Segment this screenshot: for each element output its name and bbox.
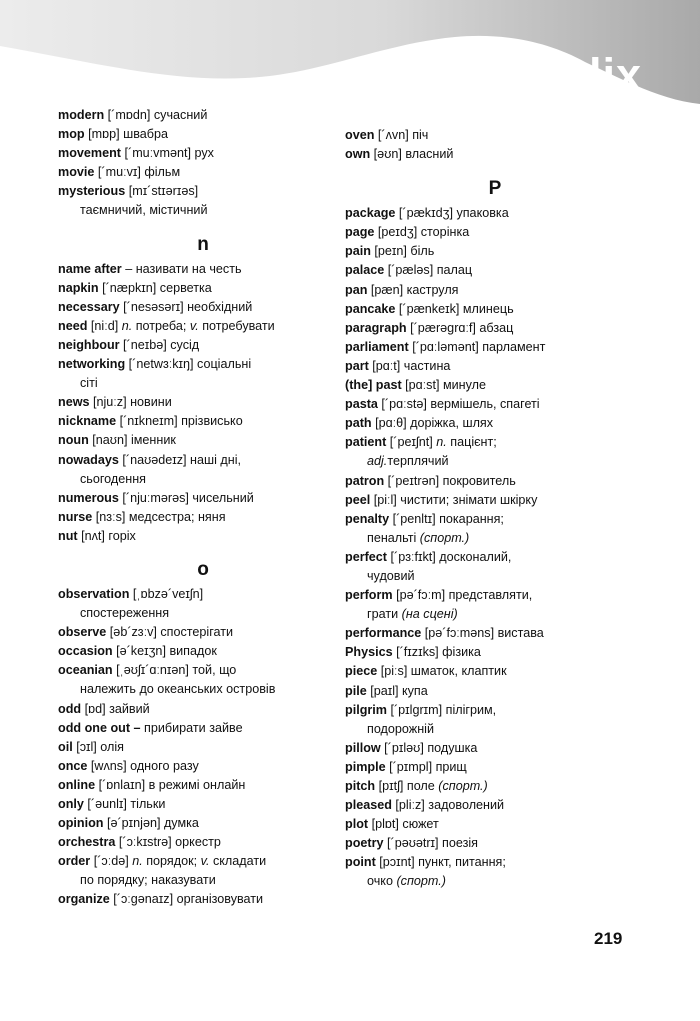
glossary-entry xyxy=(58,757,348,776)
definition-text: сьогодення xyxy=(80,471,146,486)
grammar-note: n. xyxy=(132,854,143,869)
headword: pan xyxy=(345,282,368,297)
headword: modern xyxy=(58,108,105,122)
definition-text: [´pɪləʊ] подушка xyxy=(380,740,478,755)
headword: orchestra xyxy=(58,835,116,850)
glossary-entry xyxy=(345,126,645,145)
section-letter: o xyxy=(197,558,209,580)
headword: palace xyxy=(345,263,385,278)
definition-text: [əb´zɜːv] спостерігати xyxy=(106,625,234,640)
definition-text: грати xyxy=(367,607,402,622)
grammar-note: v. xyxy=(189,318,199,333)
glossary-entry xyxy=(58,776,348,795)
glossary-entry xyxy=(58,661,348,680)
glossary-entry xyxy=(345,701,645,720)
definition-text: [mɒp] швабра xyxy=(84,127,168,142)
glossary-entry xyxy=(58,279,348,298)
definition-text: [´fɪzɪks] фізика xyxy=(392,645,481,660)
glossary-entry xyxy=(58,144,348,163)
definition-text: [pliːz] задоволений xyxy=(391,798,505,813)
definition-text: [nʌt] горіх xyxy=(77,528,136,543)
definition-text: [´pəʊətrɪ] поезія xyxy=(383,836,478,851)
grammar-note: n. xyxy=(436,435,447,450)
headword: need xyxy=(58,318,88,333)
headword: Physics xyxy=(345,645,393,660)
headword: own xyxy=(345,147,371,162)
grammar-note: (спорт.) xyxy=(419,530,470,545)
glossary-entry xyxy=(345,319,645,338)
glossary-entry xyxy=(58,489,348,508)
headword: pile xyxy=(345,683,367,698)
headword: performance xyxy=(345,626,422,641)
section-letter: P xyxy=(488,178,502,200)
grammar-note: (спорт.) xyxy=(438,779,488,793)
headword: path xyxy=(345,416,372,431)
glossary-entry xyxy=(58,795,348,814)
headword: observation xyxy=(58,586,130,601)
definition-text: [´naʊədeɪz] наші дні, xyxy=(118,452,241,467)
page-title: Appendix xyxy=(428,49,642,100)
glossary-entry xyxy=(58,508,348,527)
definition-text: [ə´pɪnjən] думка xyxy=(103,816,199,831)
headword: observe xyxy=(58,625,107,640)
headword: online xyxy=(58,777,96,792)
glossary-entry xyxy=(345,643,645,662)
definition-text: [pɑːt] частина xyxy=(368,358,451,373)
page-number: 219 xyxy=(594,929,623,948)
headword: neighbour xyxy=(58,337,120,352)
definition-text: [nɜːs] медсестра; няня xyxy=(92,509,226,524)
glossary-entry xyxy=(58,451,348,470)
definition-text: [njuːz] новини xyxy=(89,395,172,410)
definition-text: [´ʌvn] піч xyxy=(374,128,429,142)
glossary-entry xyxy=(345,777,645,796)
definition-text: спостереження xyxy=(80,606,170,621)
glossary-entry xyxy=(345,853,645,872)
glossary-entry-continuation xyxy=(345,529,645,548)
glossary-entry xyxy=(345,815,645,834)
headword: part xyxy=(345,358,369,373)
glossary-entry xyxy=(345,338,645,357)
glossary-entry xyxy=(58,585,348,604)
glossary-entry xyxy=(345,376,645,395)
glossary-entry xyxy=(345,510,645,529)
headword: napkin xyxy=(58,280,99,295)
headword: nickname xyxy=(58,414,117,429)
glossary-entry xyxy=(345,682,645,701)
definition-text: [´pɜːfɪkt] досконалий, xyxy=(387,549,512,564)
headword: odd xyxy=(58,701,82,716)
glossary-entry xyxy=(345,834,645,853)
definition-text: [´pɪlgrɪm] пілігрим, xyxy=(386,702,497,717)
definition-text: – називати на честь xyxy=(121,261,242,276)
glossary-entry xyxy=(345,472,645,491)
headword: page xyxy=(345,225,375,240)
definition-text: [´pærəgrɑːf] абзац xyxy=(406,320,514,335)
glossary-entry xyxy=(58,642,348,661)
definition-text: [pɔɪnt] пункт, питання; xyxy=(375,855,506,870)
definition-text: [´nɪkneɪm] прізвисько xyxy=(116,414,243,429)
headword: pleased xyxy=(345,798,392,813)
headword: movie xyxy=(58,165,95,180)
definition-text: належить до океанських островів xyxy=(80,682,276,697)
headword: oceanian xyxy=(58,663,113,678)
definition-text: [´muːvmənt] рух xyxy=(121,146,214,161)
definition-text: [ɒd] зайвий xyxy=(81,701,150,716)
glossary-entry xyxy=(58,700,348,719)
definition-text: подорожній xyxy=(367,721,434,736)
grammar-note: n. xyxy=(121,318,133,333)
headword: necessary xyxy=(58,299,120,314)
headword: networking xyxy=(58,357,126,372)
headword: pain xyxy=(345,244,371,259)
definition-text: прибирати зайве xyxy=(140,720,243,735)
headword: pilgrim xyxy=(345,702,387,717)
definition-text: [´neɪbə] сусід xyxy=(119,337,200,352)
definition-text: [´əunlɪ] тільки xyxy=(83,797,166,811)
definition-text: [´muːvɪ] фільм xyxy=(94,165,181,180)
definition-text: [pə´fɔːm] представляти, xyxy=(392,588,533,603)
headword: perfect xyxy=(345,549,387,564)
glossary-entry xyxy=(58,719,348,738)
definition-text: [mɪ´stɪərɪəs] xyxy=(125,184,199,199)
definition-text: чудовий xyxy=(367,568,415,583)
definition-text: [´peɪʃnt] xyxy=(386,435,437,450)
glossary-entry xyxy=(345,414,645,433)
glossary-list xyxy=(58,106,348,910)
glossary-entry xyxy=(58,738,348,757)
headword: patient xyxy=(345,435,387,450)
definition-text: [pæn] каструля xyxy=(367,282,459,297)
glossary-entry xyxy=(58,336,348,355)
headword: penalty xyxy=(345,511,390,526)
glossary-entry xyxy=(345,300,645,319)
headword: oil xyxy=(58,739,73,754)
glossary-entry xyxy=(58,317,348,336)
definition-text: [ˌəʊʃɪ´ɑːnɪən] той, що xyxy=(112,663,237,678)
definition-text: [´pɪmpl] прищ xyxy=(385,759,467,774)
headword: news xyxy=(58,395,90,410)
glossary-entry-continuation xyxy=(58,201,348,220)
headword: pasta xyxy=(345,397,378,412)
headword: poetry xyxy=(345,836,384,851)
glossary-entry xyxy=(345,624,645,643)
glossary-entry xyxy=(345,758,645,777)
headword: perform xyxy=(345,588,393,603)
grammar-note: (спорт.) xyxy=(396,874,446,889)
glossary-entry xyxy=(58,125,348,144)
glossary-entry xyxy=(58,833,348,852)
definition-text: [əʊn] власний xyxy=(370,147,454,162)
definition-text: [´pækɪdʒ] упаковка xyxy=(395,206,509,221)
headword: package xyxy=(345,206,396,221)
glossary-entry-continuation xyxy=(345,567,645,586)
grammar-note: (на сцені) xyxy=(401,607,458,622)
headword: nut xyxy=(58,528,78,543)
glossary-entry xyxy=(58,527,348,546)
glossary-entry xyxy=(345,395,645,414)
definition-text: [´ɒnlaɪn] в режимі онлайн xyxy=(95,777,246,792)
headword: oven xyxy=(345,128,375,142)
headword: order xyxy=(58,854,91,869)
headword: movement xyxy=(58,146,121,161)
definition-text: [´næpkɪn] серветка xyxy=(98,280,212,295)
right-column xyxy=(345,126,645,892)
definition-text: сіті xyxy=(80,376,98,391)
definition-text: [wʌns] одного разу xyxy=(87,758,199,773)
glossary-entry xyxy=(58,260,348,279)
headword: mop xyxy=(58,127,85,142)
definition-text: пенальті xyxy=(367,530,420,545)
headword: mysterious xyxy=(58,184,126,199)
glossary-entry-continuation xyxy=(58,680,348,699)
glossary-entry-continuation xyxy=(345,872,645,891)
grammar-note: adj. xyxy=(367,454,388,469)
headword: nowadays xyxy=(58,452,119,467)
definition-text: [naʊn] іменник xyxy=(88,433,176,448)
definition-text: [paɪl] купа xyxy=(366,683,428,698)
left-column xyxy=(58,106,348,910)
glossary-entry xyxy=(58,890,348,909)
glossary-entry xyxy=(345,223,645,242)
definition-text: пацієнт; xyxy=(446,435,497,450)
definition-text: [pə´fɔːməns] вистава xyxy=(421,626,544,641)
headword: patron xyxy=(345,473,385,488)
headword: only xyxy=(58,797,84,811)
headword: plot xyxy=(345,817,369,832)
definition-text: [ə´keɪʒn] випадок xyxy=(112,644,217,659)
glossary-entry xyxy=(58,393,348,412)
glossary-entry-continuation xyxy=(58,470,348,489)
glossary-entry xyxy=(58,355,348,374)
headword: (the] past xyxy=(345,378,402,393)
glossary-entry xyxy=(58,163,348,182)
definition-text: таємничий, містичний xyxy=(80,203,208,218)
definition-text: порядок; xyxy=(142,854,201,869)
definition-text: [´pɑːləmənt] парламент xyxy=(408,339,546,354)
glossary-entry xyxy=(345,261,645,280)
definition-text: [´pæləs] палац xyxy=(384,263,473,278)
definition-text: [pɪtʃ] поле xyxy=(375,779,439,793)
glossary-entry-continuation xyxy=(58,604,348,623)
headword: parliament xyxy=(345,339,409,354)
glossary-entry xyxy=(58,431,348,450)
glossary-entry xyxy=(58,623,348,642)
definition-text: [pɑːθ] доріжка, шлях xyxy=(371,416,494,431)
definition-text: [´netwɜːkɪŋ] соціальні xyxy=(125,357,252,372)
definition-text: [pɑːst] минуле xyxy=(401,378,486,393)
definition-text: [ɔɪl] олія xyxy=(72,739,124,754)
glossary-entry xyxy=(58,106,348,125)
definition-text: [´pænkeɪk] млинець xyxy=(395,301,514,316)
glossary-entry xyxy=(345,586,645,605)
headword: noun xyxy=(58,433,89,448)
glossary-entry xyxy=(345,796,645,815)
definition-text: [piːl] чистити; знімати шкірку xyxy=(370,492,538,507)
glossary-entry xyxy=(345,433,645,452)
headword: opinion xyxy=(58,816,104,831)
definition-text: [niːd] xyxy=(87,318,122,333)
headword: odd one out – xyxy=(58,720,141,735)
definition-text: [´penltɪ] покарання; xyxy=(389,511,504,526)
definition-text: [´ɔːkɪstrə] оркестр xyxy=(115,835,221,850)
glossary-list xyxy=(345,126,645,892)
headword: once xyxy=(58,758,88,773)
glossary-entry xyxy=(345,357,645,376)
definition-text: [ˌɒbzə´veɪʃn] xyxy=(129,586,204,601)
glossary-entry xyxy=(58,412,348,431)
definition-text: [´njuːmərəs] чисельний xyxy=(118,490,254,505)
headword: point xyxy=(345,855,376,870)
headword: numerous xyxy=(58,490,119,505)
headword: paragraph xyxy=(345,320,407,335)
headword: peel xyxy=(345,492,371,507)
definition-text: [´peɪtrən] покровитель xyxy=(384,473,516,488)
section-letter: n xyxy=(197,233,209,255)
headword: nurse xyxy=(58,509,93,524)
glossary-entry-continuation xyxy=(58,374,348,393)
definition-text: [piːs] шматок, клаптик xyxy=(377,664,507,679)
glossary-entry xyxy=(345,491,645,510)
glossary-entry xyxy=(58,298,348,317)
definition-text: [´mɒdn] сучасний xyxy=(104,108,208,122)
definition-text: [´ɔːgənaɪz] організовувати xyxy=(109,892,264,907)
definition-text: по порядку; наказувати xyxy=(80,873,216,888)
definition-text: потреба; xyxy=(132,318,190,333)
definition-text: [´ɔːdə] xyxy=(90,854,133,869)
glossary-entry xyxy=(345,281,645,300)
glossary-entry xyxy=(58,814,348,833)
headword: piece xyxy=(345,664,378,679)
glossary-entry-continuation xyxy=(58,871,348,890)
definition-text: [´pɑːstə] вермішель, спагеті xyxy=(377,397,540,412)
glossary-entry xyxy=(58,852,348,871)
glossary-entry xyxy=(345,739,645,758)
headword: pitch xyxy=(345,779,376,793)
headword: name after xyxy=(58,261,122,276)
glossary-entry xyxy=(345,662,645,681)
headword: pancake xyxy=(345,301,396,316)
glossary-entry-continuation xyxy=(345,605,645,624)
definition-text: потребувати xyxy=(198,318,275,333)
glossary-entry xyxy=(345,242,645,261)
headword: pillow xyxy=(345,740,381,755)
definition-text: [plɒt] сюжет xyxy=(368,817,439,832)
definition-text: терплячий xyxy=(387,454,449,469)
headword: organize xyxy=(58,892,110,907)
glossary-entry-continuation xyxy=(345,720,645,739)
glossary-entry xyxy=(345,204,645,223)
definition-text: [peɪn] біль xyxy=(370,244,435,259)
definition-text: [peɪdʒ] сторінка xyxy=(374,225,470,240)
glossary-entry xyxy=(345,548,645,567)
glossary-entry xyxy=(58,182,348,201)
glossary-entry xyxy=(345,145,645,164)
definition-text: очко xyxy=(367,874,397,889)
headword: occasion xyxy=(58,644,113,659)
grammar-note: v. xyxy=(200,854,210,869)
definition-text: [´nesəsərɪ] необхідний xyxy=(119,299,253,314)
headword: pimple xyxy=(345,759,386,774)
definition-text: складати xyxy=(209,854,267,869)
glossary-entry-continuation xyxy=(345,452,645,471)
